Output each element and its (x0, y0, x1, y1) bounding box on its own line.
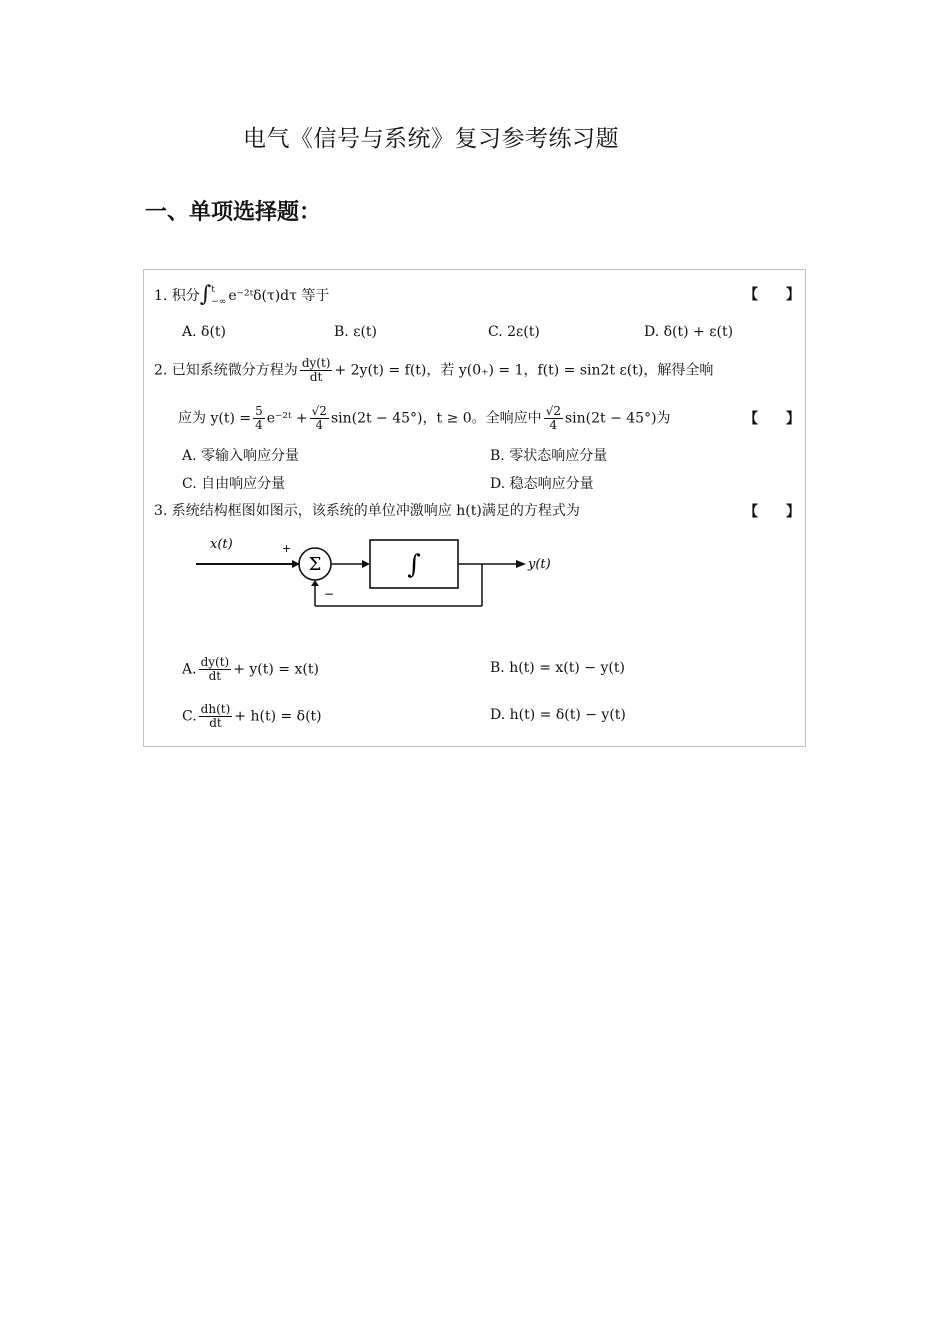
q3-option-c-prefix: C. (182, 708, 197, 725)
q3-answer-bracket: 【 】 (744, 504, 800, 520)
q2-option-d: D. 稳态响应分量 (490, 476, 594, 492)
minus-sign: − (324, 587, 335, 601)
plus-sign: + (282, 542, 292, 555)
q1-upper-limit: t (211, 285, 215, 295)
q2-fraction-sqrt2-4-b (544, 405, 563, 432)
q3-option-c-suffix: + h(t) = δ(t) (234, 708, 322, 725)
q2-frac4-den: 4 (549, 418, 558, 432)
q1-prefix: 1. 积分 (154, 288, 200, 304)
q3-optC-den: dt (209, 716, 222, 730)
q2-answer-bracket: 【 】 (744, 411, 800, 427)
q2-middle: + 2y(t) = f(t)，若 y(0₊) = 1，f(t) = sin2t ε(t)，解得全响 (334, 362, 714, 379)
section-title: 一、单项选择题： (145, 200, 322, 225)
q2-option-a: A. 零输入响应分量 (182, 448, 300, 464)
q1-stem (154, 284, 329, 308)
q2-option-c: C. 自由响应分量 (182, 476, 286, 492)
q3-option-a-fraction (199, 656, 232, 683)
q3-option-a-prefix: A. (182, 661, 197, 678)
integral-limits (211, 284, 226, 308)
q1-lower-limit: −∞ (211, 297, 227, 307)
q2-line2-mid: e⁻²ᵗ + (266, 410, 308, 427)
q1-option-c: C. 2ε(t) (488, 324, 540, 340)
output-arrow (516, 560, 526, 568)
q1-option-d: D. δ(t) + ε(t) (644, 324, 734, 340)
sum-symbol: Σ (308, 554, 322, 575)
q2-frac3-num: √2 (311, 404, 327, 418)
q1-option-b: B. ε(t) (334, 324, 377, 340)
q1-option-a: A. δ(t) (182, 324, 226, 340)
q1-answer-bracket: 【 】 (744, 287, 800, 303)
q3-optC-num: dh(t) (200, 702, 231, 716)
q1-integrand: e⁻²ᵗδ(τ)dτ (228, 288, 297, 304)
q2-prefix: 2. 已知系统微分方程为 (154, 362, 298, 379)
q1-suffix: 等于 (301, 288, 330, 304)
block-diagram (196, 532, 556, 632)
q2-line2-end: sin(2t − 45°)为 (564, 410, 671, 427)
integrator-symbol: ∫ (407, 550, 421, 580)
integrator-input-arrow (362, 560, 370, 568)
feedback-arrow (311, 580, 319, 586)
q2-stem-line2 (178, 405, 671, 432)
q3-option-a (182, 656, 319, 683)
document-title: 电气《信号与系统》复习参考练习题 (243, 126, 619, 152)
q3-option-c (182, 703, 322, 730)
q2-frac3-den: 4 (315, 418, 324, 432)
q3-option-d: D. h(t) = δ(t) − y(t) (490, 707, 626, 723)
input-label: x(t) (210, 537, 233, 552)
q2-frac4-num: √2 (545, 404, 561, 418)
q2-frac2-den: 4 (255, 418, 263, 432)
q2-line2-mid2: sin(2t − 45°)，t ≥ 0。全响应中 (330, 410, 542, 427)
q2-frac-num: dy(t) (301, 356, 331, 370)
question-box (143, 269, 806, 747)
output-label: y(t) (528, 557, 551, 572)
q3-option-c-fraction (199, 703, 233, 730)
q3-stem: 3. 系统结构框图如图示，该系统的单位冲激响应 h(t)满足的方程式为 (154, 503, 580, 519)
q2-option-b: B. 零状态响应分量 (490, 448, 608, 464)
q3-optA-den: dt (208, 669, 222, 683)
q2-fraction-5-4 (253, 405, 265, 432)
q2-fraction-sqrt2-4 (310, 405, 329, 432)
q2-derivative-fraction (300, 357, 333, 384)
q2-line2-prefix: 应为 y(t) = (178, 410, 252, 427)
integral-sign: ∫ (199, 282, 212, 307)
q2-frac2-num: 5 (255, 404, 263, 418)
q3-optA-num: dy(t) (200, 655, 230, 669)
q2-frac-den: dt (309, 370, 323, 384)
q2-stem-line1 (154, 357, 713, 384)
q3-option-b: B. h(t) = x(t) − y(t) (490, 660, 625, 676)
q3-option-a-suffix: + y(t) = x(t) (233, 661, 319, 678)
